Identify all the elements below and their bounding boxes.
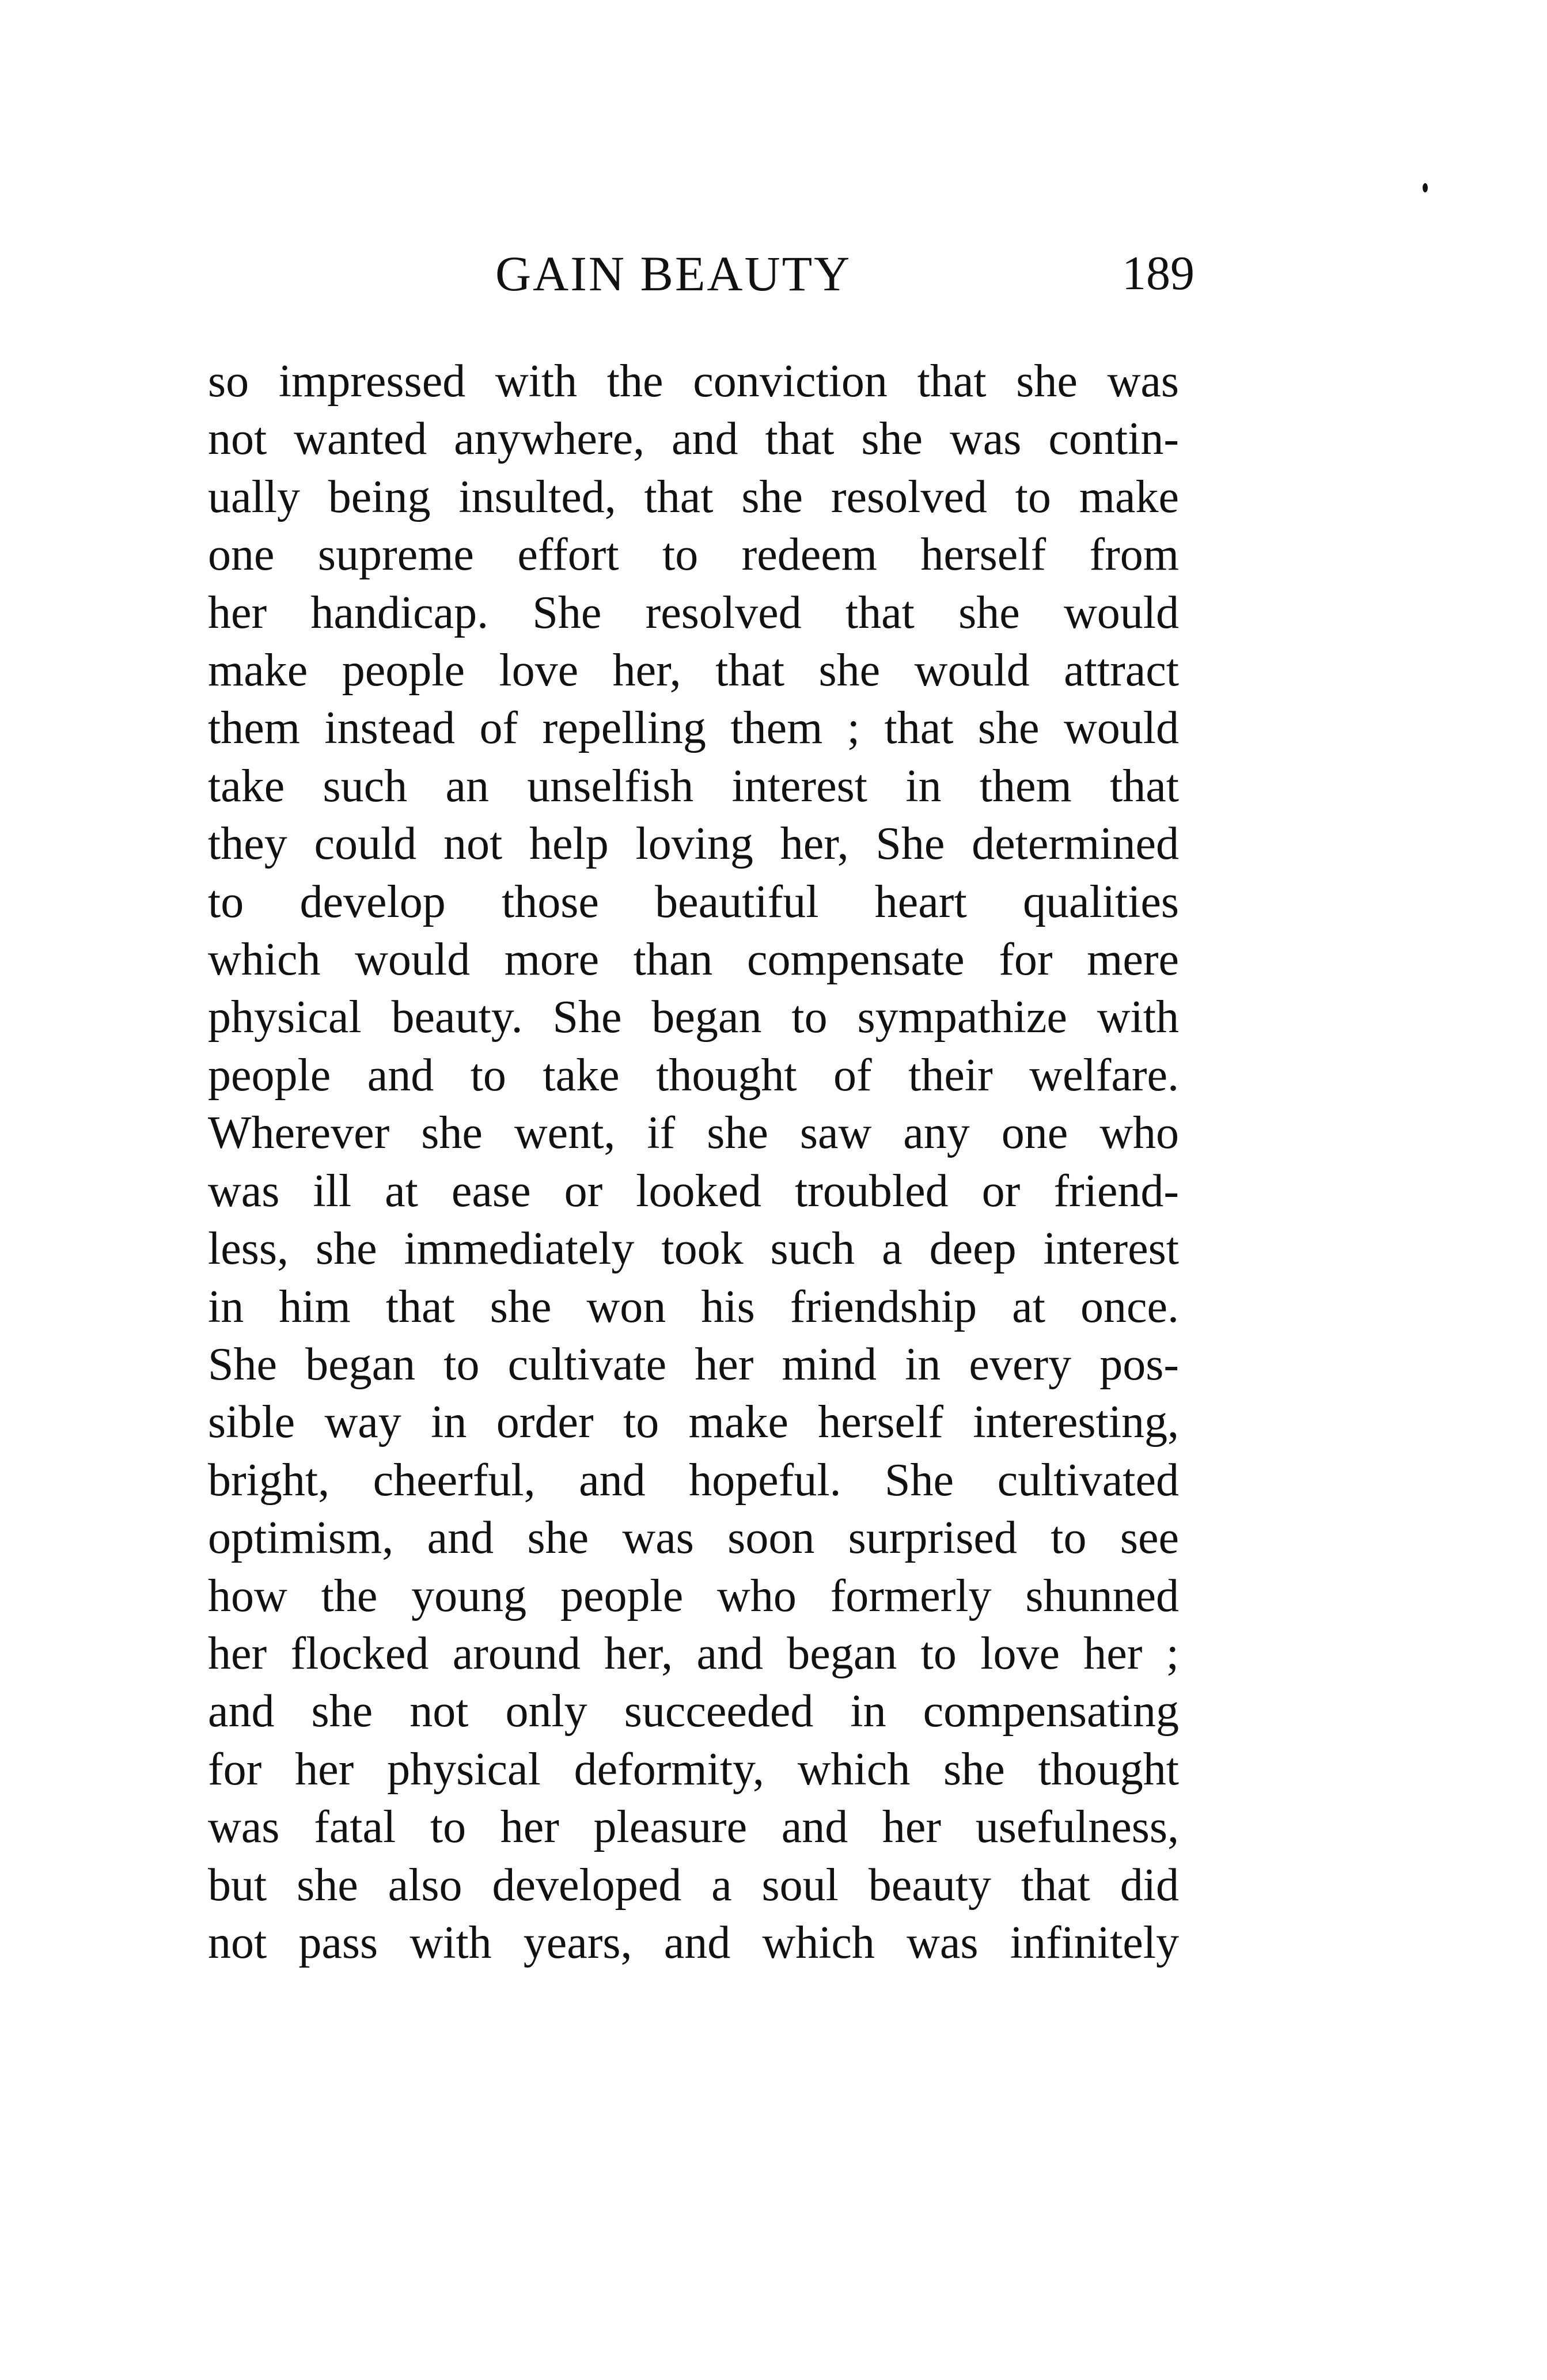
text-line: physical beauty. She began to sympathize with	[208, 992, 1179, 1043]
text-line: sible way in order to make herself interesting,	[208, 1397, 1179, 1448]
text-line: they could not help loving her, She determined	[208, 818, 1179, 870]
text-line: make people love her, that she would attract	[208, 645, 1179, 696]
text-line: in him that she won his friendship at once.	[208, 1281, 1179, 1332]
running-header	[0, 242, 1547, 305]
text-line: one supreme effort to redeem herself from	[208, 529, 1179, 581]
stray-mark	[1423, 183, 1428, 192]
text-line: how the young people who formerly shunned	[208, 1570, 1179, 1621]
text-line: not wanted anywhere, and that she was contin-	[208, 414, 1179, 465]
text-line: which would more than compensate for mere	[208, 934, 1179, 986]
text-line: them instead of repelling them ; that she would	[208, 703, 1179, 754]
text-line: for her physical deformity, which she thought	[208, 1744, 1179, 1795]
text-line: to develop those beautiful heart qualities	[208, 876, 1179, 927]
text-line: was ill at ease or looked troubled or friend-	[208, 1165, 1179, 1216]
body-text	[208, 353, 1179, 1972]
text-line: Wherever she went, if she saw any one who	[208, 1108, 1179, 1159]
text-line: but she also developed a soul beauty that did	[208, 1859, 1179, 1911]
text-line: less, she immediately took such a deep interest	[208, 1223, 1179, 1275]
chapter-title: GAIN BEAUTY	[495, 246, 852, 301]
text-line: was fatal to her pleasure and her usefulness,	[208, 1802, 1179, 1853]
text-line: take such an unselfish interest in them that	[208, 760, 1179, 812]
text-line: so impressed with the conviction that she was	[208, 356, 1179, 407]
text-line: and she not only succeeded in compensating	[208, 1686, 1179, 1737]
text-line: optimism, and she was soon surprised to see	[208, 1513, 1179, 1564]
text-line: She began to cultivate her mind in every pos-	[208, 1339, 1179, 1390]
text-line: her flocked around her, and began to love her ;	[208, 1628, 1179, 1679]
text-line: her handicap. She resolved that she would	[208, 587, 1179, 638]
page-number: 189	[1122, 247, 1195, 300]
text-line: ually being insulted, that she resolved to make	[208, 471, 1179, 522]
text-line: people and to take thought of their welfare.	[208, 1049, 1179, 1101]
text-line: bright, cheerful, and hopeful. She cultivated	[208, 1454, 1179, 1506]
text-line: not pass with years, and which was infinitely	[208, 1917, 1179, 1968]
